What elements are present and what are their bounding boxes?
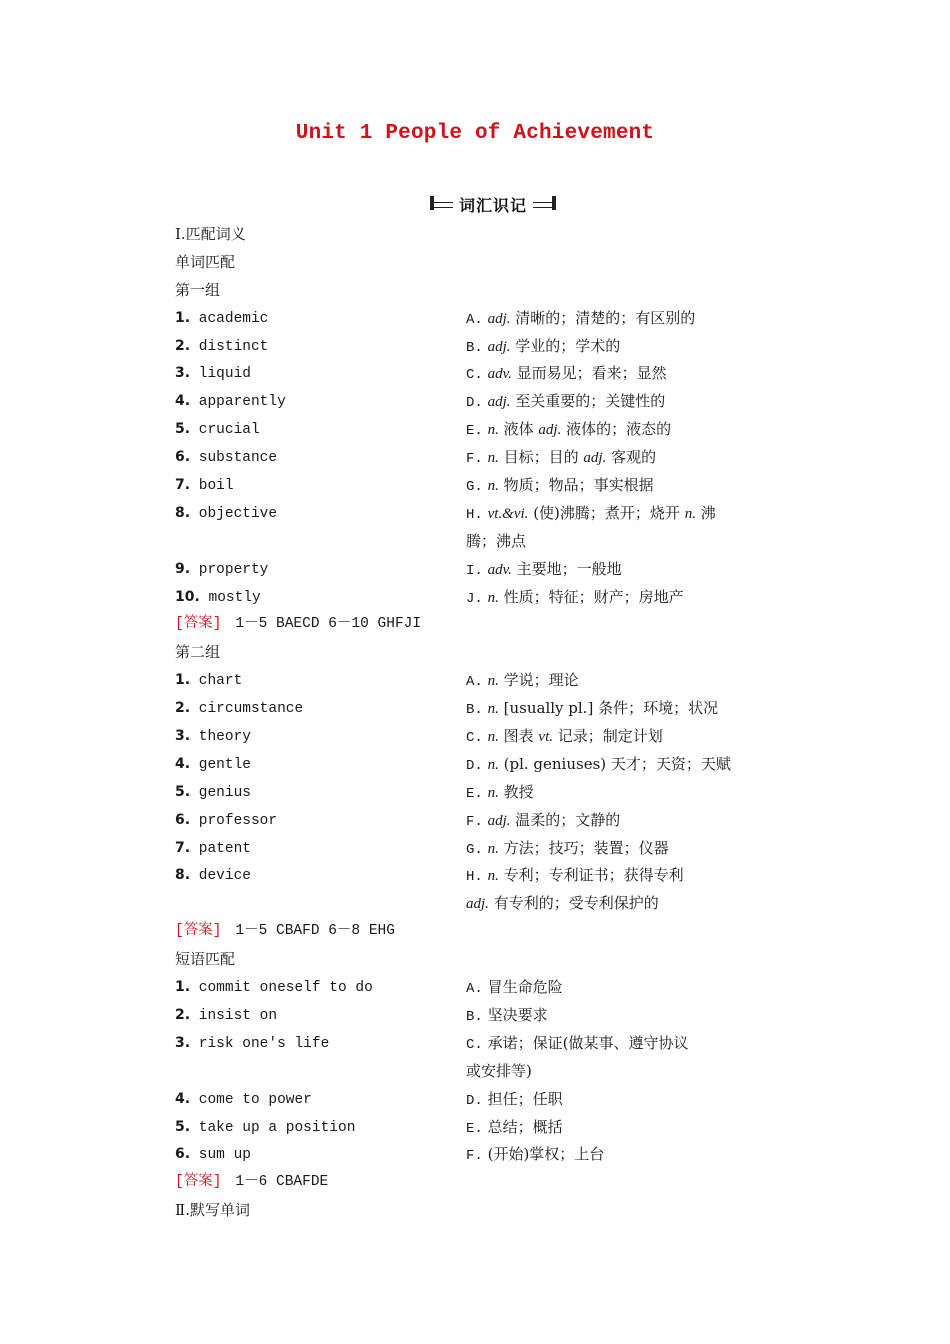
option-letter: D. [466, 395, 483, 412]
definition-cell [466, 1058, 532, 1086]
part-of-speech: adj. [487, 394, 511, 411]
list-item [175, 556, 795, 584]
definition-text: 目标；目的 [503, 448, 579, 467]
definition-cell [466, 556, 622, 586]
part-of-speech: adj. [487, 310, 511, 327]
option-letter: F. [466, 1148, 483, 1165]
item-number: 2. [175, 337, 191, 354]
list-item [175, 444, 795, 472]
list-item [175, 1114, 795, 1142]
answer-range: 1－5 [235, 923, 268, 940]
option-letter: F. [466, 813, 483, 830]
term-cell [175, 584, 261, 613]
section-badge-label: 词汇识记 [453, 193, 533, 216]
term-cell [175, 472, 234, 501]
item-number: 6. [175, 811, 191, 828]
term-cell [175, 305, 268, 334]
definition-text: 记录；制定计划 [557, 727, 663, 746]
list-item [175, 723, 795, 751]
option-letter: B. [466, 702, 483, 719]
definition-cell [466, 388, 665, 418]
part2-heading [175, 1197, 795, 1225]
list-item [175, 974, 795, 1002]
term-cell [175, 974, 373, 1003]
definition-cell [466, 584, 684, 614]
item-number: 3. [175, 365, 191, 382]
term-text: academic [198, 310, 269, 327]
definition-text: 学说；理论 [503, 671, 579, 690]
definition-text: 性质；特征；财产；房地产 [503, 587, 684, 606]
definition-text: [usually pl.] 条件；环境；状况 [503, 699, 719, 718]
list-item [175, 360, 795, 388]
answer-range: 6－8 [328, 923, 361, 940]
answer-value: GHFJI [377, 616, 422, 633]
definition-text: 液体 [503, 420, 534, 439]
list-item [175, 1141, 795, 1169]
answer-line [175, 611, 795, 639]
definition-cell [466, 305, 695, 335]
phrase-match-heading-text: 短语匹配 [175, 950, 236, 969]
part-of-speech: n. [487, 701, 499, 718]
word-match-heading [175, 249, 795, 277]
item-number: 1. [175, 672, 191, 689]
option-letter: H. [466, 506, 483, 523]
term-text: circumstance [198, 701, 304, 718]
list-item [175, 1002, 795, 1030]
list-item [175, 751, 795, 779]
definition-cell [466, 779, 534, 809]
term-cell [175, 835, 251, 864]
option-letter: F. [466, 451, 483, 468]
section-badge [430, 193, 556, 215]
part-of-speech: n. [487, 450, 499, 467]
item-number: 1. [175, 309, 191, 326]
term-text: genius [198, 784, 251, 801]
definition-text: 或安排等) [466, 1061, 532, 1080]
item-number: 1. [175, 979, 191, 996]
definition-text: 总结；概括 [487, 1117, 563, 1136]
option-letter: H. [466, 869, 483, 886]
definition-text: 主要地；一般地 [516, 559, 622, 578]
answer-value: BAECD [276, 616, 320, 633]
term-cell [175, 1114, 355, 1143]
list-item [175, 388, 795, 416]
option-letter: B. [466, 1008, 483, 1025]
part-of-speech: adv. [487, 366, 512, 383]
vocab-content [175, 221, 795, 1225]
definition-text: 方法；技巧；装置；仪器 [503, 838, 669, 857]
list-item [175, 835, 795, 863]
term-cell [175, 862, 251, 891]
item-number: 8. [175, 504, 191, 521]
term-cell [175, 695, 303, 724]
definition-text: 教授 [503, 782, 534, 801]
definition-text: 腾；沸点 [466, 531, 527, 550]
word-match-heading-text: 单词匹配 [175, 252, 236, 271]
definition-text: 客观的 [611, 448, 657, 467]
item-number: 8. [175, 867, 191, 884]
term-text: boil [198, 478, 234, 495]
definition-cell [466, 333, 620, 363]
item-number: 5. [175, 421, 191, 438]
definition-cell [466, 360, 667, 390]
term-cell [175, 1002, 277, 1031]
part-of-speech: adj. [466, 896, 489, 913]
item-number: 7. [175, 839, 191, 856]
definition-cell [466, 444, 656, 474]
definition-text: 担任；任职 [487, 1089, 563, 1108]
term-text: patent [198, 840, 251, 857]
answer-range: 6－10 [328, 616, 369, 633]
option-letter: E. [466, 1120, 483, 1137]
answer-tag: [答案] [175, 616, 222, 633]
group1-heading [175, 277, 795, 305]
list-item [175, 528, 795, 556]
item-number: 2. [175, 1006, 191, 1023]
list-item [175, 667, 795, 695]
definition-cell [466, 472, 654, 502]
definition-text: 冒生命危险 [487, 978, 563, 997]
term-text: property [198, 561, 269, 578]
item-number: 7. [175, 477, 191, 494]
definition-cell [466, 974, 563, 1004]
list-item [175, 333, 795, 361]
part-of-speech: n. [487, 868, 499, 885]
term-cell [175, 388, 286, 417]
part2-heading-text: Ⅱ.默写单词 [175, 1201, 250, 1220]
term-cell [175, 500, 277, 529]
definition-text: 显而易见；看来；显然 [516, 364, 667, 383]
definition-cell [466, 807, 620, 837]
option-letter: E. [466, 423, 483, 440]
definition-text: 沸 [700, 503, 716, 522]
badge-cap-left [430, 196, 434, 210]
definition-cell [466, 1002, 548, 1032]
definition-text: 有专利的；受专利保护的 [493, 894, 659, 913]
list-item [175, 472, 795, 500]
term-text: objective [198, 505, 278, 522]
term-text: gentle [198, 756, 251, 773]
item-number: 3. [175, 1034, 191, 1051]
item-number: 6. [175, 449, 191, 466]
option-letter: C. [466, 730, 483, 747]
item-number: 4. [175, 1090, 191, 1107]
part-of-speech: n. [487, 729, 499, 746]
list-item [175, 500, 795, 528]
part1-heading-text: Ⅰ.匹配词义 [175, 225, 246, 243]
answer-tag: [答案] [175, 923, 222, 940]
definition-cell [466, 695, 718, 725]
list-item [175, 1030, 795, 1058]
part-of-speech: n. [487, 422, 499, 439]
term-text: device [198, 868, 251, 885]
option-letter: G. [466, 841, 483, 858]
list-item [175, 807, 795, 835]
definition-cell [466, 1030, 688, 1060]
definition-text: (pl. geniuses) 天才；天资；天赋 [503, 754, 731, 773]
list-item [175, 1058, 795, 1086]
answer-line [175, 1169, 795, 1197]
option-letter: B. [466, 339, 483, 356]
term-cell [175, 751, 251, 780]
part-of-speech: adj. [583, 450, 607, 467]
list-item [175, 305, 795, 333]
definition-text: 专利；专利证书；获得专利 [503, 866, 684, 885]
part-of-speech: vt.&vi. [487, 505, 529, 522]
list-item [175, 890, 795, 918]
part-of-speech: n. [487, 756, 499, 773]
term-text: come to power [198, 1091, 312, 1108]
term-cell [175, 416, 260, 445]
group1-heading-text: 第一组 [175, 280, 221, 299]
item-number: 6. [175, 1146, 191, 1163]
term-text: crucial [198, 422, 260, 439]
definition-text: 图表 [503, 727, 534, 746]
term-cell [175, 333, 268, 362]
group2-heading [175, 639, 795, 667]
option-letter: A. [466, 311, 483, 328]
definition-cell [466, 528, 526, 556]
term-text: commit oneself to do [198, 980, 373, 997]
term-cell [175, 667, 242, 696]
item-number: 2. [175, 700, 191, 717]
part-of-speech: n. [487, 784, 499, 801]
option-letter: A. [466, 674, 483, 691]
term-cell [175, 1030, 329, 1059]
item-number: 5. [175, 783, 191, 800]
answer-range: 1－5 [235, 616, 268, 633]
term-text: liquid [198, 366, 251, 383]
definition-cell [466, 500, 716, 530]
part-of-speech: adj. [487, 338, 511, 355]
option-letter: C. [466, 1036, 483, 1053]
part-of-speech: n. [487, 673, 499, 690]
definition-cell [466, 416, 671, 446]
part-of-speech: n. [487, 478, 499, 495]
list-item [175, 862, 795, 890]
term-cell [175, 807, 277, 836]
term-text: professor [198, 812, 278, 829]
term-text: distinct [198, 338, 269, 355]
answer-line [175, 918, 795, 946]
term-text: insist on [198, 1007, 278, 1024]
item-number: 5. [175, 1118, 191, 1135]
option-letter: D. [466, 1092, 483, 1109]
part-of-speech: adv. [487, 561, 512, 578]
definition-cell [466, 1141, 604, 1171]
item-number: 9. [175, 560, 191, 577]
definition-cell [466, 751, 731, 781]
answer-value: EHG [368, 923, 395, 940]
option-letter: C. [466, 367, 483, 384]
option-letter: A. [466, 981, 483, 998]
phrase-match-heading [175, 946, 795, 974]
badge-cap-right [552, 196, 556, 210]
part-of-speech: adj. [538, 422, 562, 439]
term-text: mostly [208, 589, 261, 606]
definition-cell [466, 1114, 563, 1144]
option-letter: J. [466, 590, 483, 607]
answer-value: CBAFDE [276, 1174, 329, 1191]
definition-text: 液体的；液态的 [566, 420, 672, 439]
term-cell [175, 1141, 251, 1170]
definition-text: 学业的；学术的 [515, 336, 621, 355]
definition-cell [466, 667, 579, 697]
term-text: theory [198, 729, 251, 746]
definition-cell [466, 890, 659, 919]
definition-text: 清晰的；清楚的；有区别的 [515, 308, 696, 327]
definition-text: (开始)掌权；上台 [487, 1145, 605, 1164]
unit-title: Unit 1 People of Achievement [295, 122, 655, 145]
term-cell [175, 1086, 312, 1115]
definition-text: 至关重要的；关键性的 [515, 392, 666, 411]
list-item [175, 416, 795, 444]
term-cell [175, 723, 251, 752]
list-item [175, 779, 795, 807]
definition-cell [466, 835, 669, 865]
item-number: 3. [175, 728, 191, 745]
definition-text: 物质；物品；事实根据 [503, 476, 654, 495]
part-of-speech: vt. [538, 729, 553, 746]
option-letter: D. [466, 757, 483, 774]
term-text: take up a position [198, 1119, 356, 1136]
term-text: risk one's life [198, 1035, 330, 1052]
item-number: 4. [175, 755, 191, 772]
answer-value: CBAFD [276, 923, 320, 940]
definition-text: (使)沸腾；煮开；烧开 [533, 503, 680, 522]
item-number: 10. [175, 588, 200, 605]
definition-text: 坚决要求 [487, 1005, 548, 1024]
definition-cell [466, 1086, 563, 1116]
term-cell [175, 444, 277, 473]
definition-text: 温柔的；文静的 [515, 810, 621, 829]
option-letter: G. [466, 479, 483, 496]
part-of-speech: n. [487, 840, 499, 857]
term-text: substance [198, 450, 278, 467]
list-item [175, 695, 795, 723]
term-text: apparently [198, 394, 286, 411]
answer-range: 1－6 [235, 1174, 268, 1191]
part-of-speech: n. [684, 505, 696, 522]
definition-cell [466, 862, 684, 892]
part-of-speech: n. [487, 589, 499, 606]
definition-cell [466, 723, 663, 753]
part-of-speech: adj. [487, 812, 511, 829]
term-cell [175, 556, 268, 585]
definition-text: 承诺；保证(做某事、遵守协议 [487, 1033, 689, 1052]
term-text: sum up [198, 1147, 251, 1164]
part1-heading [175, 221, 795, 249]
list-item [175, 1086, 795, 1114]
group2-heading-text: 第二组 [175, 643, 221, 662]
list-item [175, 584, 795, 612]
option-letter: I. [466, 562, 483, 579]
term-cell [175, 779, 251, 808]
answer-tag: [答案] [175, 1174, 222, 1191]
item-number: 4. [175, 393, 191, 410]
term-text: chart [198, 673, 243, 690]
option-letter: E. [466, 785, 483, 802]
term-cell [175, 360, 251, 389]
